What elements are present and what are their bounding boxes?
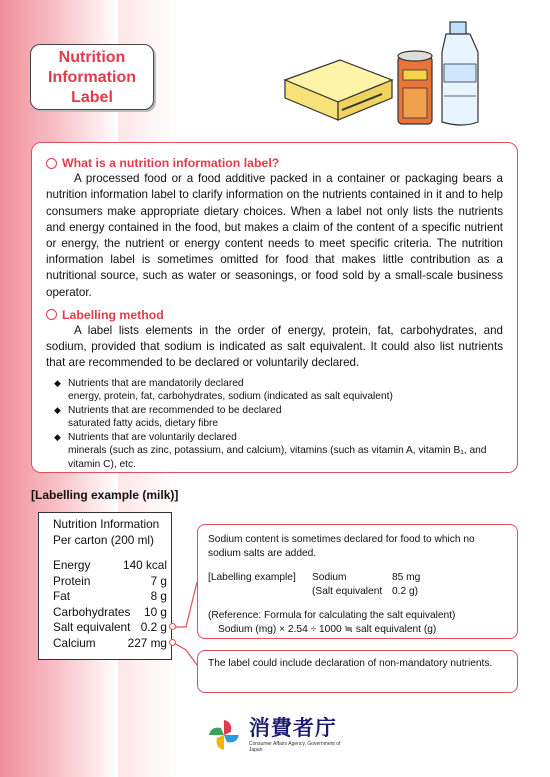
non-mandatory-note: The label could include declaration of non-mandatory nutrients. (197, 650, 518, 693)
info-panel (31, 142, 518, 473)
food-packages-illustration (280, 18, 510, 128)
section2-heading: Labelling method (46, 307, 503, 323)
section2-body: A label lists elements in the order of energy, protein, fat, carbohydrates, and sodium, provided that sodium is indicated as salt equivalent. It could also list nutrients that are recommended to be declared or voluntarily declared. (46, 324, 503, 370)
butter-block-icon (285, 60, 392, 120)
water-bottle-icon (442, 22, 478, 125)
salt-example-row: (Salt equivalent 0.2 g) (312, 585, 419, 597)
formula-reference: (Reference: Formula for calculating the salt equivalent) (208, 610, 456, 621)
agency-name-jp: 消費者庁 (248, 717, 337, 740)
agency-logo (205, 712, 355, 758)
sodium-note (197, 524, 518, 639)
circle-bullet-icon (46, 158, 57, 169)
table-row: Calcium 227 mg (53, 635, 167, 650)
nutrient-bullets (54, 377, 503, 472)
label-header-line: Nutrition Information (53, 517, 160, 531)
section1-body: A processed food or a food additive packed in a container or packaging bears a nutrition information label to clarify information on the nutrients contained in it and to help consumers make appropriate dietary choices. When a label not only lists the nutrients and energy contained in the food, but makes a claim of the content of a specific nutrient or energy, the nutrient or energy content needs to meet specific criteria. The nutrition information label is sometimes omitted for food that makes little contribution as a nutritional source, such as water or seasonings, or food sold by a small-scale business operator. (46, 172, 503, 299)
table-row: Salt equivalent 0.2 g (53, 620, 167, 634)
table-row: Fat 8 g (53, 589, 167, 603)
nutrition-label-example (38, 512, 172, 660)
list-item-detail: saturated fatty acids, dietary fibre (68, 418, 219, 430)
list-item-detail: minerals (such as zinc, potassium, and calcium), vitamins (such as vitamin A, vitamin B₁, and vitamin C), etc. (68, 445, 487, 470)
title-line-3: Label (71, 89, 113, 106)
table-row: Carbohydrates 10 g (53, 604, 167, 619)
sodium-example-row: [Labelling example] Sodium 85 mg (208, 572, 421, 583)
example-title: [Labelling example (milk)] (31, 488, 179, 502)
list-item: ◆ Nutrients that are voluntarily declared (54, 431, 237, 443)
title-line-1: Nutrition (58, 49, 126, 66)
diamond-bullet-icon: ◆ (54, 431, 61, 442)
section1-heading: What is a nutrition information label? (46, 155, 503, 171)
callout-dot-calcium (169, 639, 176, 646)
can-icon (398, 51, 432, 124)
list-item-detail: energy, protein, fat, carbohydrates, sodium (indicated as salt equivalent) (68, 391, 393, 403)
table-row: Protein 7 g (53, 573, 167, 588)
diamond-bullet-icon: ◆ (54, 404, 61, 415)
agency-emblem-icon (205, 716, 243, 754)
circle-bullet-icon (46, 309, 57, 320)
agency-name-en: Consumer Affairs Agency, Government of Japan (248, 741, 341, 753)
sodium-note-intro: Sodium content is sometimes declared for food to which no sodium salts are added. (208, 534, 475, 559)
page-title (30, 44, 154, 110)
list-item: ◆ Nutrients that are recommended to be declared (54, 404, 282, 416)
title-line-2: Information (48, 69, 136, 86)
callout-dot-salt (169, 623, 176, 630)
formula: Sodium (mg) × 2.54 ÷ 1000 ≒ salt equivalent (g) (218, 623, 437, 635)
diamond-bullet-icon: ◆ (54, 377, 61, 388)
table-row: Energy 140 kcal (53, 558, 167, 572)
label-header-line: Per carton (200 ml) (53, 532, 154, 547)
list-item: ◆ Nutrients that are mandatorily declared (54, 377, 244, 389)
